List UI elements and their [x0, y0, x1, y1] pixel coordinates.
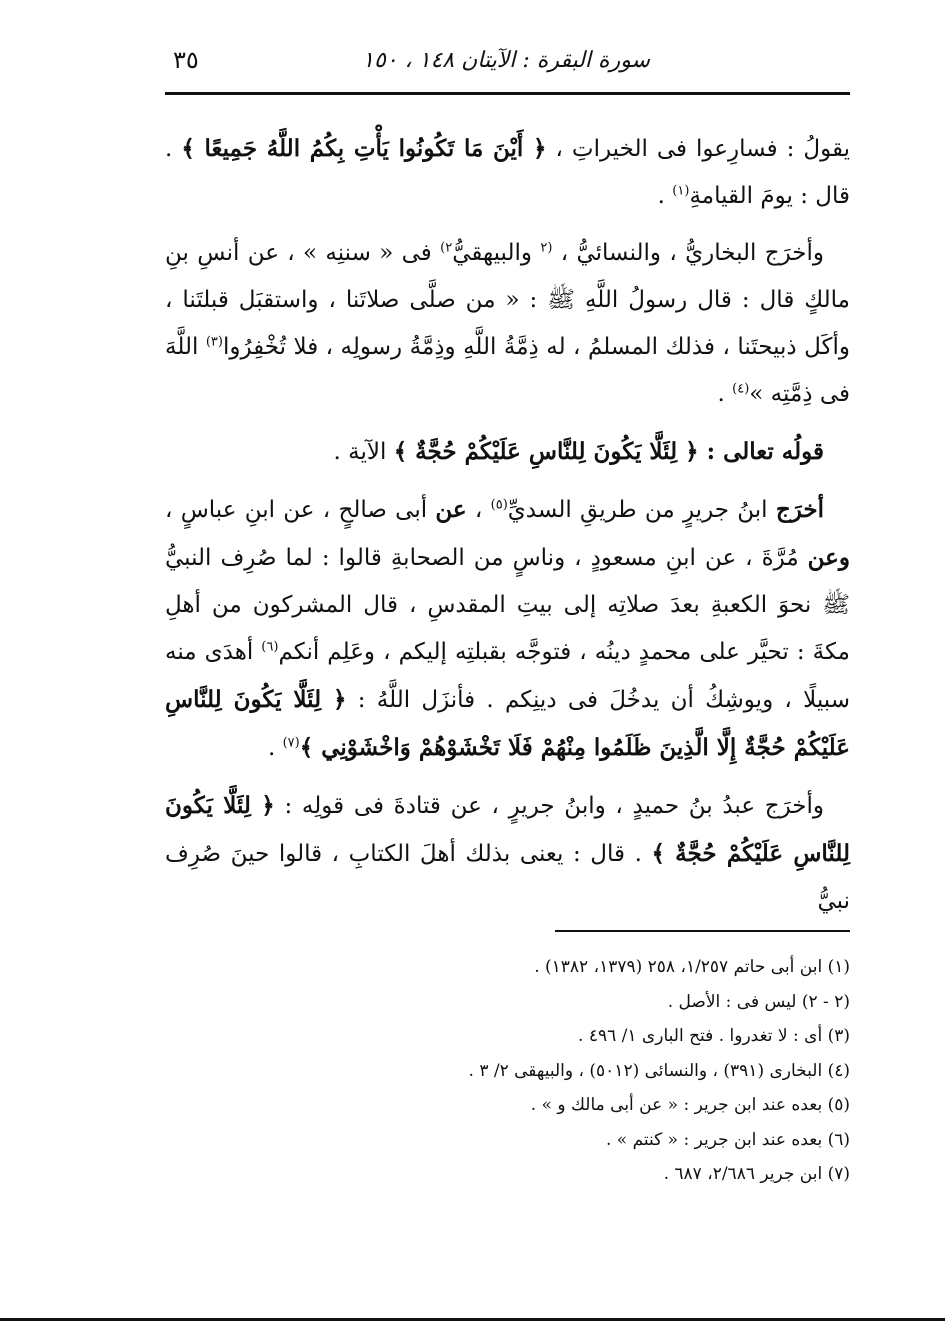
bold-text: عن [435, 496, 467, 523]
text-run: مُرَّةَ ، عن ابنِ مسعودٍ ، وناسٍ من الصحابةِ قالوا : لما صُرِف النبيُّ ﷺ نحوَ الكعبةِ بعدَ صلاتِه إلى بيتِ المقدسِ ، قال المشركون من أهلِ مكةَ : تحيَّر على محمدٍ دينُه ، فتوجَّه بقبلتِه إليكم ، وعَلِم أنكم [165, 545, 850, 665]
bold-text: قولُه تعالى : [698, 438, 824, 465]
footnote-ref: (٤) [732, 381, 750, 397]
footnote-item: (٦) بعده عند ابن جرير : « كنتم » . [605, 1129, 850, 1150]
paragraph [165, 486, 850, 772]
footnote-item: (٧) ابن جرير ٢/٦٨٦، ٦٨٧ . [663, 1164, 850, 1184]
footnotes [165, 950, 850, 1192]
bold-text: أخرَج [775, 496, 824, 523]
footnote-item: (٤) البخارى (٣٩١) ، والنسائى (٥٠١٢) ، والبيهقى ٢/ ٣ . [468, 1060, 850, 1081]
paragraph [165, 125, 850, 220]
footnote-ref: ٢) [440, 240, 453, 256]
bold-text: وعن [807, 544, 850, 571]
footnote-item: (٢ - ٢) ليس فى : الأصل . [667, 991, 850, 1012]
quran-verse: ﴿ لِئَلَّا يَكُونَ لِلنَّاسِ عَلَيْكُمْ حُجَّةٌ ﴾ [165, 792, 850, 867]
text-run: فى « سننِه » ، عن أنسِ بنِ مالكٍ قال : قال رسولُ اللَّهِ ﷺ : « من صلَّى صلاتَنا ، واستقبَل قبلتَنا ، وأكَل ذبيحتَنا ، فذلك المسلمُ ، له ذِمَّةُ اللَّهِ وذِمَّةُ رسولِه ، فلا تُخْفِرُوا [165, 240, 850, 360]
footnote-ref: (٦) [261, 639, 279, 655]
paragraph [165, 428, 850, 476]
footnote-item: (١) ابن أبى حاتم ١/٢٥٧، ٢٥٨ (١٣٧٩، ١٣٨٢) . [534, 957, 850, 977]
page-number: ٣٥ [173, 46, 199, 74]
footnote-divider [555, 930, 850, 932]
header-title: سورة البقرة : الآيتان ١٤٨ ، ١٥٠ [362, 48, 650, 73]
text-run: وأخرَج البخاريُّ ، والنسائيُّ ، [552, 240, 824, 266]
text-run: . [717, 381, 733, 407]
footnote-item: (٥) بعده عند ابن جرير : « عن أبى مالك و » . [530, 1095, 850, 1115]
quran-verse: ﴿ لِئَلَّا يَكُونَ لِلنَّاسِ عَلَيْكُمْ حُجَّةٌ إِلَّا الَّذِينَ ظَلَمُوا مِنْهُمْ فَلَا تَخْشَوْهُمْ وَاخْشَوْنِي ﴾ [165, 686, 850, 761]
paragraph [165, 230, 850, 418]
text-run: أهدَى منه سبيلًا ، ويوشِكُ أن يدخُلَ فى دينِكم . فأنزَل اللَّهُ : [165, 639, 850, 713]
footnote-ref: (٣) [205, 334, 223, 350]
text-run: . [267, 735, 283, 761]
main-text [165, 125, 850, 935]
footnote-ref: (٥) [490, 497, 508, 513]
text-run: . [657, 183, 673, 209]
text-run: اللَّهَ فى ذِمَّتِه » [165, 334, 850, 407]
text-run: وأخرَج عبدُ بنُ حميدٍ ، وابنُ جريرٍ ، عن قتادةَ فى قولِه : [274, 793, 824, 819]
text-run: والبيهقيُّ [452, 240, 541, 266]
text-run: الآية . [333, 439, 394, 465]
footnote-item: (٣) أى : لا تغدروا . فتح البارى ١/ ٤٩٦ . [578, 1026, 850, 1046]
text-run: . قال : يومَ القيامةِ [165, 136, 850, 209]
running-header [165, 40, 850, 80]
text-run: ، [466, 497, 491, 523]
text-run: . قال : يعنى بذلك أهلَ الكتابِ ، قالوا حينَ صُرِف نبيُّ [165, 841, 850, 914]
footnote-ref: (٧) [282, 735, 300, 751]
text-run: أبى صالحٍ ، عن ابنِ عباسٍ ، [165, 497, 436, 523]
footnote-ref: (١) [672, 183, 690, 199]
footnote-ref: (٢ [540, 240, 553, 256]
paragraph [165, 782, 850, 925]
text-run: يقولُ : فسارِعوا فى الخيراتِ ، [546, 136, 851, 162]
quran-verse: ﴿ أَيْنَ مَا تَكُونُوا يَأْتِ بِكُمُ اللَّهُ جَمِيعًا ﴾ [181, 135, 547, 162]
page-bottom-edge [0, 1318, 945, 1321]
text-run: ابنُ جريرٍ من طريقِ السديِّ [507, 497, 776, 523]
header-divider [165, 92, 850, 95]
quran-verse: ﴿ لِئَلَّا يَكُونَ لِلنَّاسِ عَلَيْكُمْ حُجَّةٌ ﴾ [393, 438, 699, 465]
